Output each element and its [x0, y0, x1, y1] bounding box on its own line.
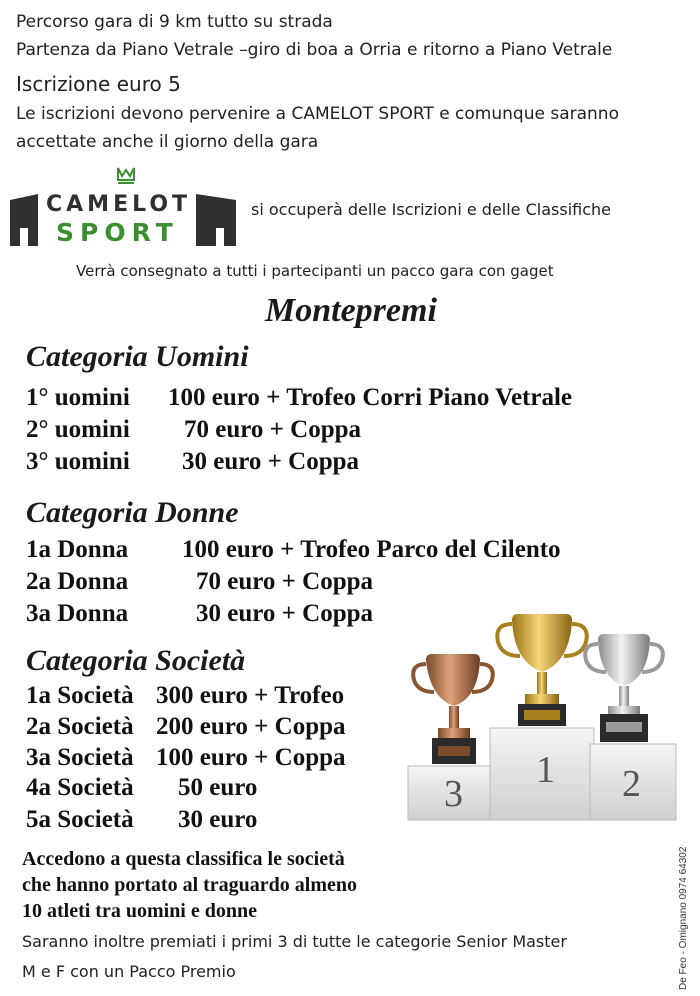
gold-trophy-icon	[497, 614, 586, 726]
society-position-3: 3a Società	[26, 744, 134, 771]
camelot-sport-logo	[10, 166, 240, 250]
logo-word-sport: SPORT	[56, 218, 179, 247]
men-prize-3: 30 euro + Coppa	[182, 448, 360, 475]
society-note-line-2: che hanno portato al traguardo almeno	[22, 874, 357, 896]
women-prize-3: 30 euro + Coppa	[196, 600, 374, 627]
category-women-title: Categoria Donne	[26, 496, 239, 529]
women-prize-2: 70 euro + Coppa	[196, 568, 374, 595]
women-position-3: 3a Donna	[26, 600, 129, 627]
intro-line-1: Percorso gara di 9 km tutto su strada	[16, 12, 333, 32]
society-position-4: 4a Società	[26, 774, 134, 801]
race-pack-text: Verrà consegnato a tutti i partecipanti un pacco gara con gaget	[76, 262, 554, 280]
men-prize-1: 100 euro + Trofeo Corri Piano Vetrale	[168, 384, 573, 411]
right-tower-shape	[196, 194, 236, 246]
organizer-text: si occuperà delle Iscrizioni e delle Classifiche	[251, 200, 612, 219]
fee-text: Iscrizione euro 5	[16, 72, 181, 96]
women-position-1: 1a Donna	[26, 536, 129, 563]
men-position-3: 3° uomini	[26, 448, 130, 475]
society-note-line-1: Accedono a questa classifica le società	[22, 848, 345, 870]
crown-icon	[118, 168, 134, 183]
society-row-2	[26, 713, 406, 743]
podium-number-first: 1	[536, 749, 555, 791]
men-prize-2: 70 euro + Coppa	[184, 416, 362, 443]
society-position-5: 5a Società	[26, 806, 134, 833]
men-row-2	[26, 416, 666, 446]
left-tower-shape	[10, 194, 38, 246]
society-prize-5: 30 euro	[178, 806, 258, 833]
silver-trophy-icon	[585, 634, 663, 742]
bottom-line-2: M e F con un Pacco Premio	[22, 962, 236, 981]
society-row-4	[26, 774, 406, 804]
logo-word-camelot: CAMELOT	[46, 192, 192, 217]
men-position-2: 2° uomini	[26, 416, 130, 443]
men-row-3	[26, 448, 666, 478]
podium-number-third: 3	[444, 773, 463, 815]
society-prize-3: 100 euro + Coppa	[156, 744, 346, 771]
podium-trophies-illustration	[404, 610, 680, 822]
women-row-1	[26, 536, 666, 566]
society-position-1: 1a Società	[26, 682, 134, 709]
women-position-2: 2a Donna	[26, 568, 129, 595]
men-position-1: 1° uomini	[26, 384, 130, 411]
society-row-5	[26, 806, 406, 836]
bronze-trophy-icon	[413, 654, 493, 764]
registration-line-2: accettate anche il giorno della gara	[16, 132, 319, 152]
category-society-title: Categoria Società	[26, 644, 246, 677]
society-position-2: 2a Società	[26, 713, 134, 740]
men-row-1	[26, 384, 666, 414]
bottom-line-1: Saranno inoltre premiati i primi 3 di tutte le categorie Senior Master	[22, 932, 567, 951]
category-men-title: Categoria Uomini	[26, 340, 249, 373]
prize-pool-heading: Montepremi	[265, 292, 437, 329]
society-row-1	[26, 682, 406, 712]
society-row-3	[26, 744, 406, 774]
podium-number-second: 2	[622, 763, 641, 805]
women-prize-1: 100 euro + Trofeo Parco del Cilento	[182, 536, 561, 563]
society-prize-4: 50 euro	[178, 774, 258, 801]
intro-line-2: Partenza da Piano Vetrale –giro di boa a Orria e ritorno a Piano Vetrale	[16, 40, 613, 60]
registration-line-1: Le iscrizioni devono pervenire a CAMELOT SPORT e comunque saranno	[16, 104, 619, 124]
women-row-2	[26, 568, 666, 598]
society-prize-1: 300 euro + Trofeo	[156, 682, 345, 709]
society-prize-2: 200 euro + Coppa	[156, 713, 346, 740]
society-note-line-3: 10 atleti tra uomini e donne	[22, 900, 257, 922]
printer-credit: De Feo - Omignano 0974 64302	[678, 846, 689, 990]
